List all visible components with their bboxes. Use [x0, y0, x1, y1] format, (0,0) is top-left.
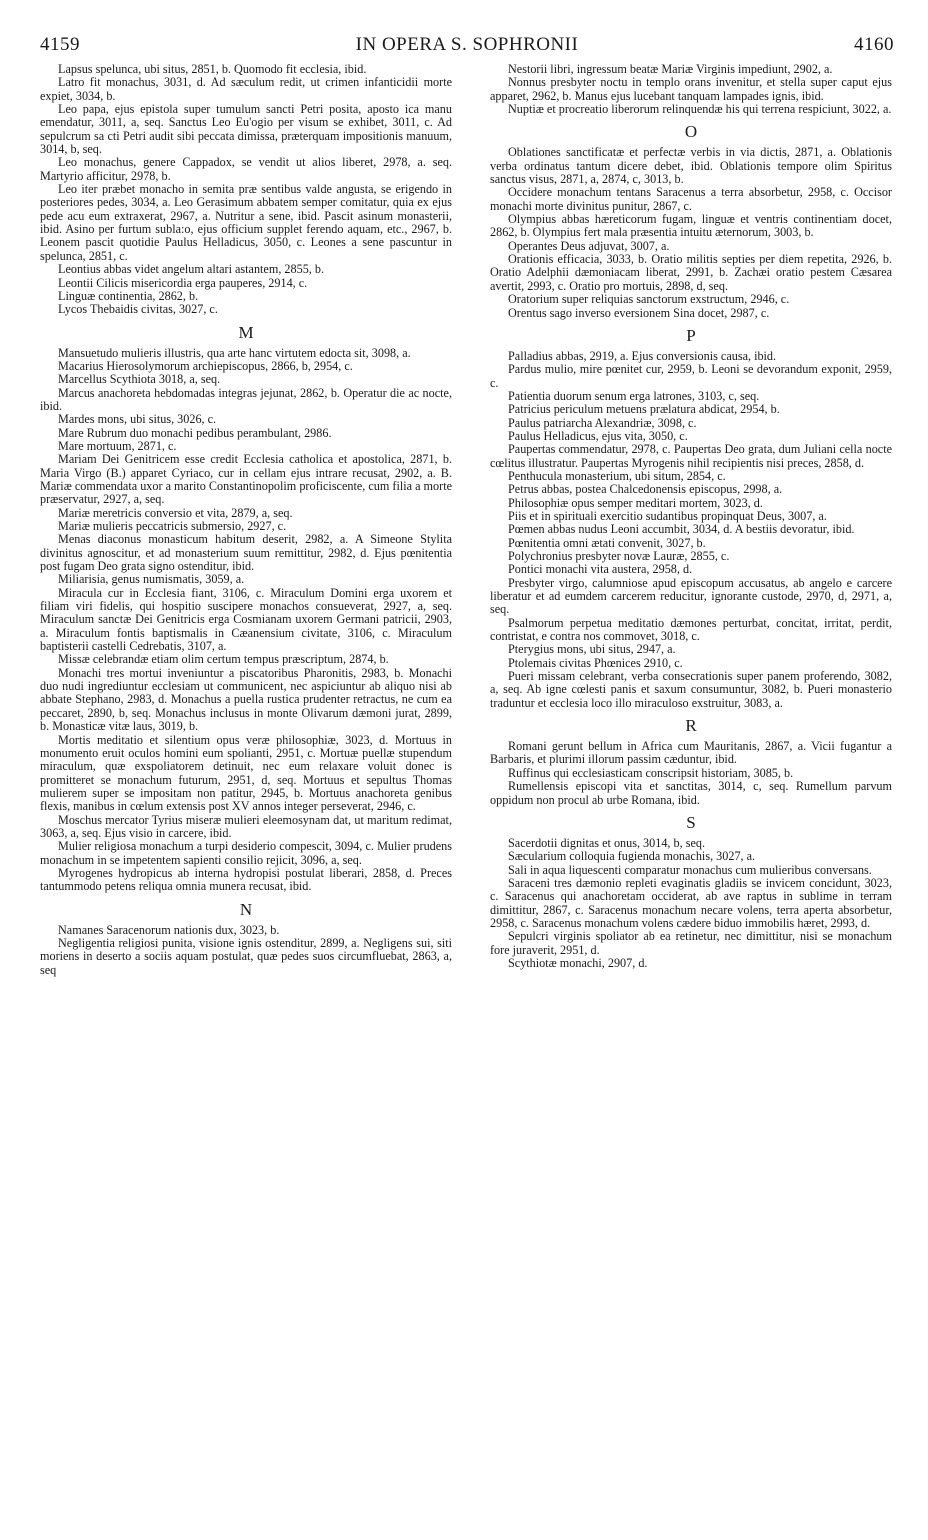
index-entry: Penthucula monasterium, ubi situm, 2854, c. [508, 468, 726, 483]
index-entry: Orentus sago inverso eversionem Sina docet, 2987, c. [508, 305, 770, 320]
index-entry: Linguæ continentia, 2862, b. [58, 288, 199, 303]
index-entry: Paupertas commendatur, 2978, c. Paupertas Deo grata, dum Juliani cella nocte cœlitus illustratur. Paupertas Myrogenis nihil recipientis nisi preces, 2858, d. [490, 442, 892, 470]
index-entry: Mortis meditatio et silentium opus veræ philosophiæ, 3023, d. Mortuus in monumento eruit oculos homini eum spolianti, 2951, c. Mortuæ puellæ stupendum miraculum, quæ exspoliatorem detinuit, nec eum relaxare voluit donec is promitteret se monachum futurum, 2951, d, seq. Mortuus et sepultus Thomas mulierem super se impositam non patitur, 2945, b. Mortuus anachoreta genibus flexis, manibus in cœlum extensis post XV annos integer perseverat, 2946, c. [40, 732, 452, 814]
index-entry: Mardes mons, ubi situs, 3026, c. [58, 412, 217, 427]
left-index-column [40, 63, 452, 1523]
index-entry: Oblationes sanctificatæ et perfectæ verbis in via dictis, 2871, a. Oblationis verba ordinatus tantum dicere debet, ibid. Oblationis tempore olim Spiritus sanctus visus, 2871, a, 2874, c, 3013, b. [490, 145, 892, 187]
section-letter: R [685, 716, 697, 736]
index-entry: Monachi tres mortui inveniuntur a piscatoribus Pharonitis, 2983, b. Monachi duo nudi ingrediuntur ecclesiam ut communicent, nec aspiciuntur ab aliquo nisi ab abbate Stephano, 2983, d. Monachus a puella rustica prudenter retractus, ne cum ea peccaret, 2890, b, seq. Monachus inclusus in monte Olivarum dæmoni jurat, 2899, b. Monasticæ vitæ laus, 3019, b. [40, 665, 452, 734]
index-entry: Scythiotæ monachi, 2907, d. [508, 955, 648, 970]
index-entry: Sali in aqua liquescenti comparatur monachus cum mulieribus conversans. [508, 862, 872, 877]
page-number-left: 4159 [40, 34, 80, 55]
index-entry: Operantes Deus adjuvat, 3007, a. [508, 238, 670, 253]
index-entry: Sacerdotii dignitas et onus, 3014, b, seq. [508, 835, 706, 850]
running-title: IN OPERA S. SOPHRONII [355, 34, 579, 55]
index-entry: Pontici monachi vita austera, 2958, d. [508, 562, 693, 577]
index-entry: Petrus abbas, postea Chalcedonensis episcopus, 2998, a. [508, 482, 783, 497]
index-entry: Marcus anachoreta hebdomadas integras jejunat, 2862, b. Operatur die ac nocte, ibid. [40, 385, 452, 413]
index-entry: Mariæ meretricis conversio et vita, 2879, a, seq. [58, 505, 293, 520]
index-entry: Leo iter præbet monacho in semita præ sentibus valde angusta, se erigendo in posteriores pedes, 3034, a. Leo Gerasimum abbatem semper comitatur, quia ex ejus pede acu eum extraxerat, 2967, a. Nutritur a sene, ibid. Pascit asinum monasterii, ibid. Asino per furtum subla:o, ejus officium supplet ferendo aquam, etc., 2967, b. Leonem pascit quotidie Paulus Helladicus, 3050, c. Leones a sene pascuntur in spelunca, 2851, c. [40, 182, 452, 263]
index-entry: Pardus mulio, mire pœnitet cur, 2959, b. Leoni se devorandum exponit, 2959, c. [490, 362, 892, 390]
section-letter: N [239, 899, 253, 919]
index-entry: Oratorium super reliquias sanctorum exstructum, 2946, c. [508, 292, 790, 307]
right-index-column [490, 63, 892, 1523]
index-entry: Leo papa, ejus epistola super tumulum sancti Petri posita, aposto ica manu emendatur, 3011, a, seq. Sanctus Leo Eu'ogio per visum se exhibet, 3011, c. Ad sepulcrum sa cti Petri audit sibi peccata dimissa, præterquam impositionis manuum, 3014, b, seq. [40, 102, 452, 157]
index-entry: Pœnitentia omni ætati convenit, 3027, b. [508, 535, 706, 550]
index-entry: Sæcularium colloquia fugienda monachis, 3027, a. [508, 849, 756, 864]
index-entry: Nestorii libri, ingressum beatæ Mariæ Virginis impediunt, 2902, a. [508, 63, 833, 76]
index-entry: Miliarisia, genus numismatis, 3059, a. [58, 572, 245, 587]
index-entry: Patientia duorum senum erga latrones, 3103, c, seq. [508, 388, 760, 403]
index-entry: Piis et in spirituali exercitio sudantibus propinquat Deus, 3007, a. [508, 508, 827, 523]
index-entry: Orationis efficacia, 3033, b. Oratio militis septies per diem repetita, 2926, b. Oratio Adelphii dæmoniacam liberat, 2991, b. Zachæi oratio pestem Cæsarea avertit, 2993, c. Oratio pro mortuis, 2898, d, seq. [490, 252, 892, 293]
index-entry: Mariæ mulieris peccatricis submersio, 2927, c. [58, 519, 287, 533]
index-entry: Moschus mercator Tyrius miseræ mulieri eleemosynam dat, ut maritum redimat, 3063, a, seq. Ejus visio in carcere, ibid. [40, 812, 452, 840]
index-entry: Philosophiæ opus semper meditari mortem, 3023, d. [508, 495, 763, 510]
index-entry: Rumellensis episcopi vita et sanctitas, 3014, c, seq. Rumellum parvum oppidum non procul ab urbe Romana, ibid. [490, 779, 892, 807]
index-entry: Missæ celebrandæ etiam olim certum tempus præscriptum, 2874, b. [58, 652, 389, 667]
index-entry: Pœmen abbas nudus Leoni accumbit, 3034, d. A bestiis devoratur, ibid. [508, 522, 855, 537]
index-entry: Sepulcri virginis spoliator ab ea retinetur, nec dimittitur, nisi se monachum fore juraverit, 2951, d. [490, 929, 892, 957]
index-entry: Namanes Saracenorum nationis dux, 3023, b. [58, 922, 280, 937]
index-entry: Negligentia religiosi punita, visione ignis ostenditur, 2899, a. Negligens sui, siti moriens in deserto a sociis aquam postulat, quæ pedes suos circumfluebat, 2863, a, seq [40, 935, 452, 977]
index-entry: Miracula cur in Ecclesia fiant, 3106, c. Miraculum Domini erga uxorem et filiam viri fidelis, qui hospitio suscipere monachos consueverat, 2927, a, seq. Miraculum sanctæ Dei Genitricis erga Cosmianam uxorem Germani patricii, 2903, a. Miraculum fontis baptismalis in Cæanensium civitate, 3106, c. Miraculum baptisterii castelli Cedrebatis, 3107, a. [40, 585, 452, 654]
index-entry: Nuptiæ et procreatio liberorum relinquendæ his qui terrena respiciunt, 3022, a. [508, 102, 892, 117]
index-entry: Paulus patriarcha Alexandriæ, 3098, c. [508, 415, 697, 430]
index-entry: Presbyter virgo, calumniose apud episcopum accusatus, ab angelo e carcere liberatur et ad eumdem carcerem reducitur, ignorante custode, 2970, d, 2971, a, seq. [490, 575, 892, 617]
index-entry: Paulus Helladicus, ejus vita, 3050, c. [508, 428, 688, 443]
index-entry: Lycos Thebaidis civitas, 3027, c. [58, 302, 218, 317]
index-entry: Mare Rubrum duo monachi pedibus perambulant, 2986. [58, 425, 332, 440]
index-entry: Leontius abbas videt angelum altari astantem, 2855, b. [58, 262, 325, 277]
index-entry: Ptolemais civitas Phœnices 2910, c. [508, 655, 683, 670]
index-entry: Lapsus spelunca, ubi situs, 2851, b. Quomodo fit ecclesia, ibid. [58, 63, 367, 76]
index-entry: Nonnus presbyter noctu in templo orans invenitur, et stella super caput ejus apparet, 2962, b. Manus ejus lucebant tanquam lampades ignis, ibid. [490, 75, 892, 103]
index-entry: Macarius Hierosolymorum archiepiscopus, 2866, b, 2954, c. [58, 358, 353, 373]
index-entry: Marcellus Scythiota 3018, a, seq. [58, 372, 221, 387]
index-entry: Leontii Cilicis misericordia erga pauperes, 2914, c. [58, 275, 308, 290]
section-letter: P [686, 325, 696, 345]
index-entry: Occidere monachum tentans Saracenus a terra absorbetur, 2958, c. Occisor monachi morte divinitus punitur, 2867, c. [490, 185, 892, 213]
index-entry: Myrogenes hydropicus ab interna hydropisi postulat liberari, 2858, d. Preces tantummodo petens reliqua omnia munera recusat, ibid. [40, 865, 452, 894]
index-entry: Psalmorum perpetua meditatio dæmones perturbat, concitat, irritat, perdit, contristat, e contra nos commovet, 3018, c. [490, 615, 892, 644]
index-entry: Polychronius presbyter novæ Lauræ, 2855, c. [508, 549, 730, 563]
index-entry: Leo monachus, genere Cappadox, se vendit ut alios liberet, 2978, a. seq. Martyrio afficitur, 2978, b. [40, 155, 452, 183]
index-entry: Mare mortuum, 2871, c. [58, 438, 177, 453]
index-entry: Romani gerunt bellum in Africa cum Mauritanis, 2867, a. Vicii fugantur a Barbaris, et plurimi illorum passim cæduntur, ibid. [490, 739, 892, 767]
index-entry: Pueri missam celebrant, verba consecrationis super panem proferendo, 3082, a, seq. Ab igne cœlesti panis et saxum consumuntur, 3082, b. Pueri monasterio traduntur et ecclesia loco illo miraculoso exstruitur, 3083, a. [490, 669, 892, 710]
index-entry: Pterygius mons, ubi situs, 2947, a. [508, 642, 676, 657]
index-entry: Saraceni tres dæmonio repleti evaginatis gladiis se invicem concidunt, 3023, c. Saracenus qui anachoretam occiderat, ab ave raptus in sublime in terram dimittitur, 2867, c. Saracenus monachum necare volens, terra aperta absorbetur, 2958, c. Saracenus monachum volens cædere biduo immobilis hæret, 2993, d. [490, 875, 892, 930]
index-entry: Patricius periculum metuens prælatura abdicat, 2954, b. [508, 402, 780, 417]
index-entry: Palladius abbas, 2919, a. Ejus conversionis causa, ibid. [508, 348, 777, 363]
index-entry: Mansuetudo mulieris illustris, qua arte hanc virtutem edocta sit, 3098, a. [58, 345, 411, 360]
section-letter: O [684, 122, 698, 142]
index-entry: Latro fit monachus, 3031, d. Ad sæculum redit, ut crimen infanticidii morte expiet, 3034, b. [40, 75, 452, 103]
index-entry: Ruffinus qui ecclesiasticam conscripsit historiam, 3085, b. [508, 765, 794, 780]
index-entry: Olympius abbas hæreticorum fugam, linguæ et ventris continentiam docet, 2862, b. Olympius fert mala præsentia intuitu æternorum, 3003, b. [490, 212, 892, 240]
index-entry: Mulier religiosa monachum a turpi desiderio compescit, 3094, c. Mulier prudens monachum in se impetentem sapienti consilio rejicit, 3096, a, seq. [40, 839, 452, 867]
page-number-right: 4160 [854, 34, 894, 55]
section-letter: M [238, 322, 254, 342]
index-entry: Mariam Dei Genitricem esse credit Ecclesia catholica et apostolica, 2871, b. Maria Virgo (B.) apparet Cyriaco, cur in cellam ejus intrare recusat, 2902, a. B. Mariæ commendata uxor a marito Constantinopolim proficiscente, cum filia a morte præservatur, 2927, a, seq. [40, 452, 452, 507]
running-header [40, 34, 894, 62]
index-entry: Menas diaconus monasticum habitum deserit, 2982, a. A Simeone Stylita divinitus agnoscitur, et ad monasterium suum remittitur, 2982, d. Ejus pœnitentia post fugam Deo grata signo ostenditur, ibid. [40, 532, 452, 574]
section-letter: S [686, 812, 696, 832]
